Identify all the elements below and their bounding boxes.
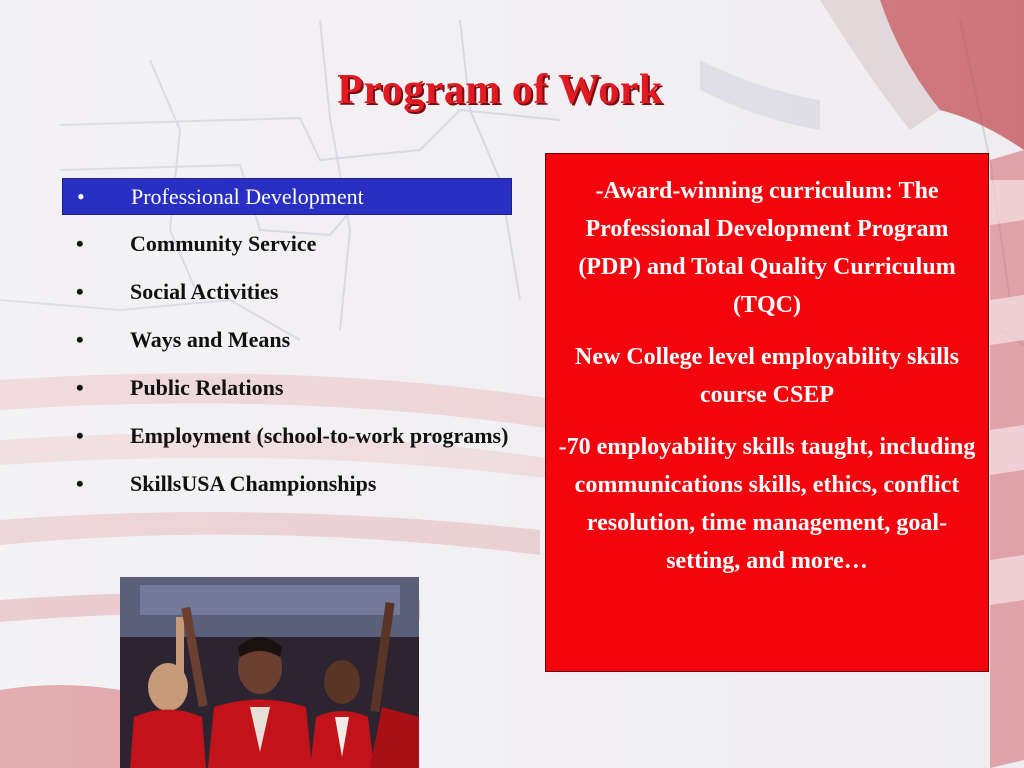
list-item [62,178,512,215]
bullet-glyph: • [76,375,84,400]
list-item [62,373,512,402]
curriculum-highlight-box [545,153,989,672]
students-photo [120,577,419,768]
list-item-label: Social Activities [130,279,279,304]
bullet-glyph: • [76,423,84,448]
list-item [62,325,512,354]
list-item-label: Public Relations [130,375,284,400]
list-item-label: Ways and Means [130,327,291,352]
highlight-paragraph-award: -Award-winning curriculum: The Professional Development Program (PDP) and Total Quality Curriculum (TQC) [578,178,956,318]
list-item-label: Community Service [130,231,317,256]
bullet-glyph: • [76,279,84,304]
list-item [62,277,512,306]
bullet-glyph: • [76,231,84,256]
bullet-glyph: • [76,471,84,496]
list-item [62,229,512,258]
list-item-label: Professional Development [131,184,364,209]
list-item [62,469,512,498]
highlight-paragraph-csep: New College level employability skills course CSEP [575,344,959,408]
slide-title: Program of Work [337,67,663,114]
bullet-glyph: • [76,327,84,352]
list-item-label: SkillsUSA Championships [130,471,377,496]
list-item [62,421,512,450]
students-photo-illustration [120,577,419,768]
program-list [62,178,512,517]
highlight-paragraph-skills: -70 employability skills taught, including communications skills, ethics, conflict resolution, time management, goal-setting, and more… [558,434,976,574]
list-item-label: Employment (school-to-work programs) [130,423,509,448]
bullet-glyph: • [77,184,85,209]
